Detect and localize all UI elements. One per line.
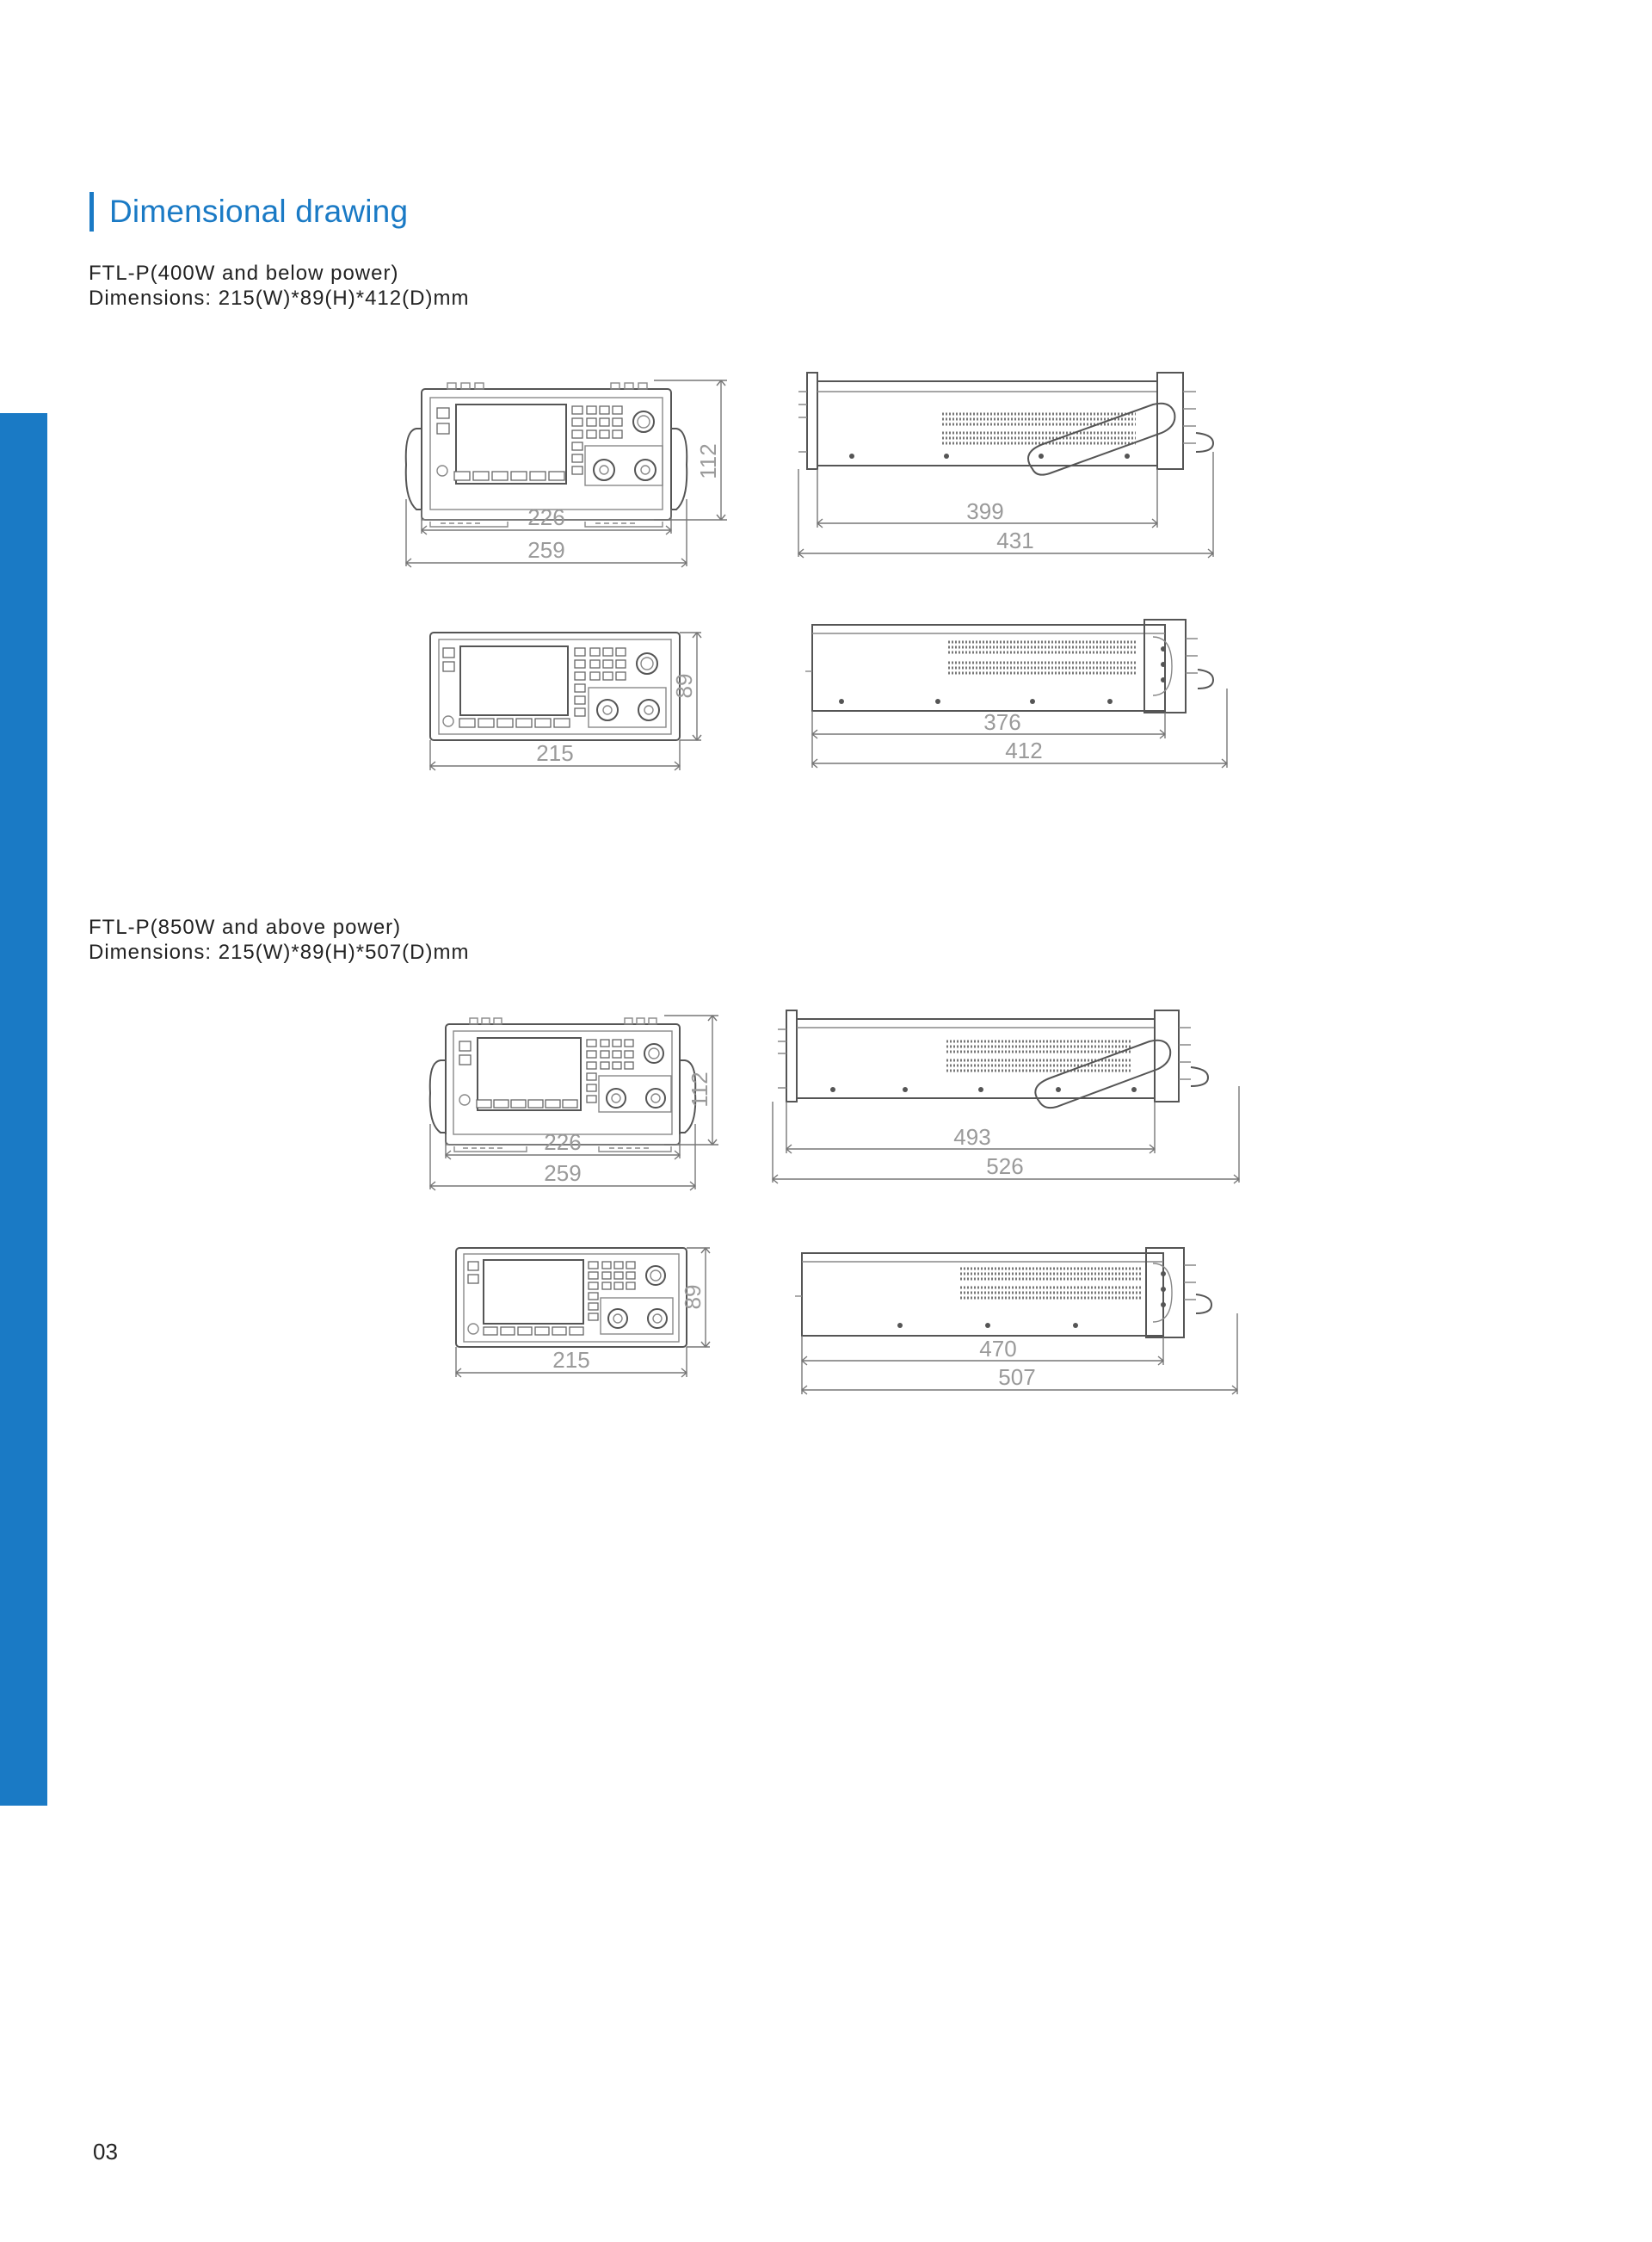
front-view-plain-a	[422, 624, 706, 775]
spec-block-a	[89, 261, 469, 311]
model-label-b: FTL-P(850W and above power)	[89, 916, 402, 939]
page-number: 03	[93, 2139, 118, 2165]
dim-width-label: 215	[552, 1347, 590, 1373]
dim-inner-width-label: 226	[527, 504, 565, 530]
dimensions-label-a: Dimensions: 215(W)*89(H)*412(D)mm	[89, 287, 470, 310]
front-view-with-handle-b	[422, 1007, 723, 1201]
side-accent-bar	[0, 413, 47, 1806]
front-view-plain-b	[447, 1239, 714, 1381]
side-view-with-handle-b	[766, 998, 1256, 1188]
dim-height-label: 112	[695, 443, 721, 479]
dim-width-label: 215	[536, 740, 574, 766]
dim-height-label: 89	[671, 673, 697, 699]
dim-inner-depth-label: 493	[953, 1124, 991, 1150]
dim-inner-width-label: 226	[544, 1129, 582, 1155]
heading-accent-rule	[89, 192, 94, 232]
dim-outer-width-label: 259	[544, 1160, 582, 1186]
front-view-with-handle-a	[396, 370, 731, 577]
dim-inner-depth-label: 470	[979, 1336, 1017, 1362]
side-view-with-handle-a	[792, 357, 1256, 564]
side-view-plain-b	[792, 1239, 1256, 1399]
dim-height-label: 89	[680, 1284, 706, 1310]
page-title: Dimensional drawing	[109, 194, 409, 229]
dim-inner-depth-label: 376	[983, 709, 1021, 735]
dim-outer-depth-label: 507	[998, 1364, 1036, 1390]
dim-outer-width-label: 259	[527, 537, 565, 563]
section-heading	[89, 191, 408, 232]
dim-outer-depth-label: 431	[996, 528, 1034, 553]
dim-outer-depth-label: 412	[1005, 738, 1043, 763]
side-view-plain-a	[800, 611, 1256, 775]
dim-height-label: 112	[687, 1072, 712, 1108]
spec-block-b	[89, 915, 469, 965]
dimensions-label-b: Dimensions: 215(W)*89(H)*507(D)mm	[89, 941, 470, 964]
dim-inner-depth-label: 399	[966, 498, 1004, 524]
dim-outer-depth-label: 526	[986, 1153, 1024, 1179]
model-label-a: FTL-P(400W and below power)	[89, 262, 399, 285]
